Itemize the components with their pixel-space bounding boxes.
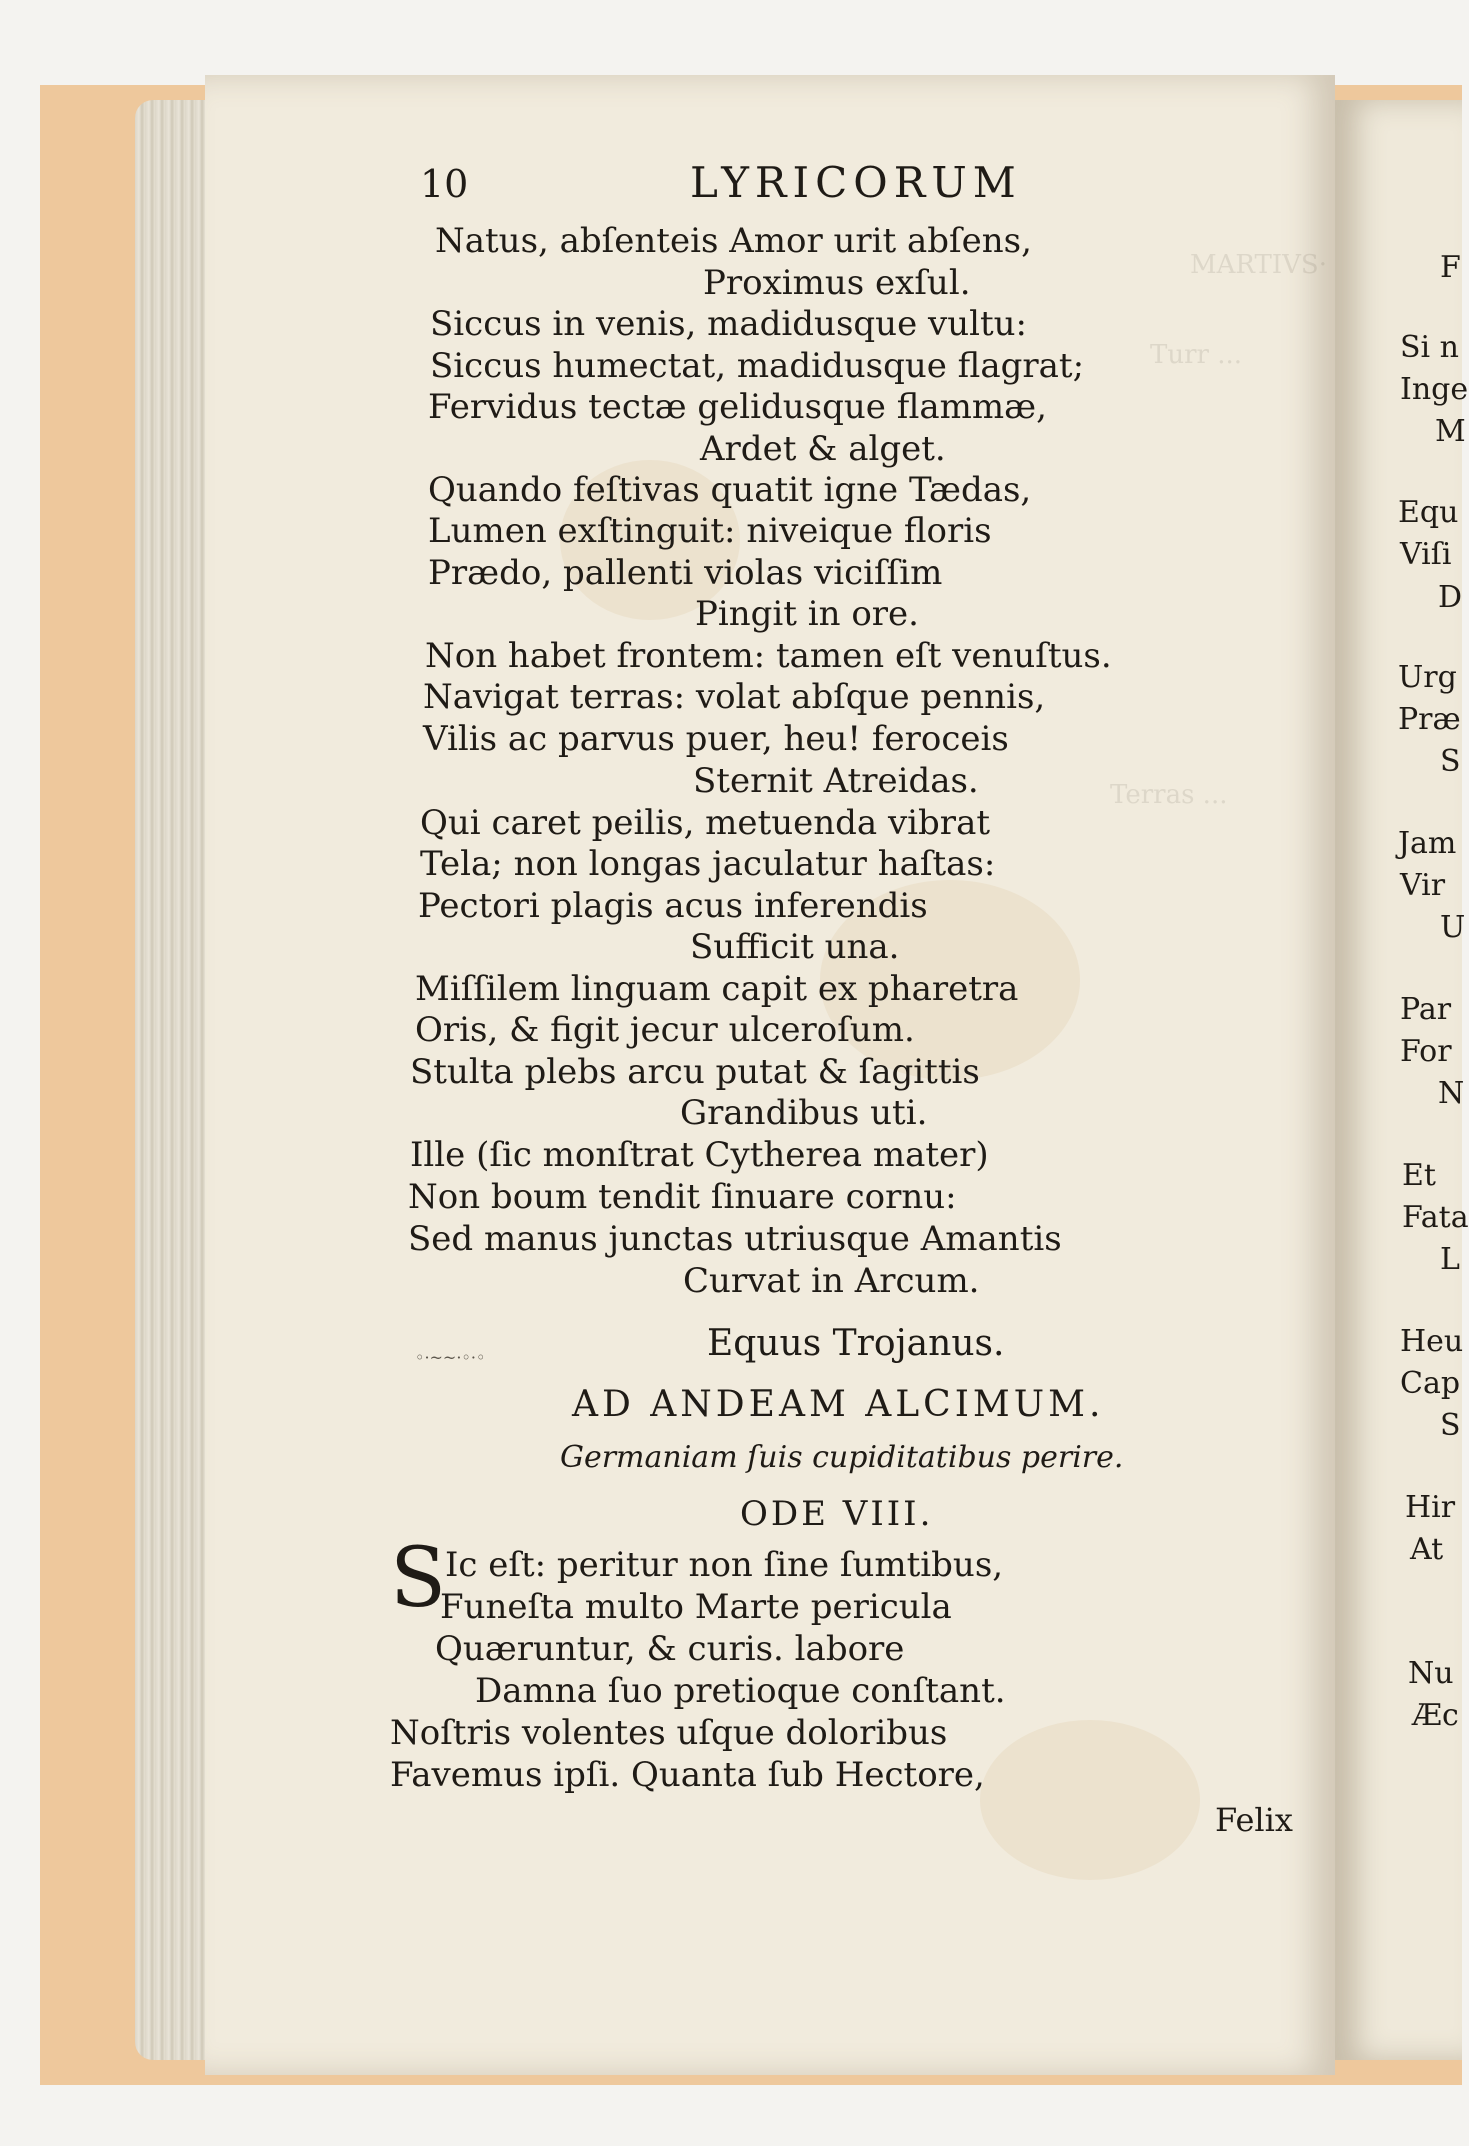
poem-line: Siccus in venis, madidusque vultu: [430,304,1027,344]
fragment: S [1440,1408,1461,1443]
fragment: F [1440,250,1461,285]
fragment: M [1435,414,1466,449]
fragment: Urg [1398,660,1457,695]
poem-line: Vilis ac parvus puer, heu! feroceis [423,719,1009,759]
signature: Equus Trojanus. [707,1323,1005,1364]
fragment: Fata [1402,1200,1469,1235]
ode-line: Quæruntur, & curis. labore [435,1629,905,1669]
ode-line: Damna ſuo pretioque conſtant. [475,1671,1006,1711]
fragment: Et [1402,1158,1436,1193]
fragment: Heu [1400,1324,1464,1359]
fragment: U [1440,910,1466,945]
poem-line: Qui caret peilis, metuenda vibrat [420,803,990,843]
running-title: LYRICORUM [690,158,1022,207]
fragment: Præ [1398,702,1461,737]
fragment: D [1438,580,1463,615]
ode-line: Noſtris volentes uſque doloribus [390,1713,948,1753]
fragment: Inge [1400,372,1469,407]
poem-line: Oris, & figit jecur ulceroſum. [415,1010,915,1050]
poem-line: Siccus humectat, madidusque flagrat; [430,346,1085,386]
poem-line: Prædo, pallenti violas viciſſim [428,553,943,593]
fragment: Si n [1400,330,1460,365]
fragment: Viſi [1400,537,1452,572]
poem-line: Navigat terras: volat abſque pennis, [423,677,1046,717]
poem-line: Ille (ſic monſtrat Cytherea mater) [410,1135,989,1175]
paper-stain [980,1720,1200,1880]
fragment: Nu [1408,1656,1454,1691]
poem-line: Grandibus uti. [680,1093,928,1133]
fragment: Par [1400,992,1452,1027]
printer-ornament: ◦·~~·◦·◦ [415,1348,486,1367]
poem-line: Quando feſtivas quatit igne Tædas, [428,470,1032,510]
poem-line: Sufficit una. [690,927,900,967]
catchword: Felix [1215,1801,1293,1839]
poem-line: Sed manus junctas utriusque Amantis [408,1219,1062,1259]
fragment: S [1440,744,1461,779]
fragment: Hir [1405,1490,1456,1525]
poem-line: Pingit in ore. [695,594,919,634]
ode-line: Ic eſt: peritur non ſine ſumtibus, [445,1545,1004,1585]
poem-line: Non habet frontem: tamen eſt venuſtus. [425,636,1112,676]
poem-line: Pectori plagis acus inferendis [418,886,928,926]
fragment: At [1410,1532,1444,1567]
ode-addressee: AD ANDEAM ALCIMUM. [572,1384,1105,1425]
fragment: Æc [1412,1698,1459,1733]
poem-line: Miſſilem linguam capit ex pharetra [415,969,1019,1009]
poem-line: Ardet & alget. [700,429,946,469]
bleed-through-text: Turr ... [1150,340,1243,370]
fragment: Cap [1400,1366,1461,1401]
poem-line: Lumen exſtinguit: niveique floris [428,511,992,551]
fragment: Equ [1398,495,1459,530]
poem-line: Proximus exſul. [703,263,971,303]
ode-number: ODE VIII. [740,1494,934,1534]
fragment: L [1440,1242,1460,1277]
bleed-through-text: MARTIVS· [1190,250,1327,280]
fragment: N [1438,1076,1465,1111]
poem-line: Non boum tendit ſinuare cornu: [408,1177,957,1217]
poem-line: Stulta plebs arcu putat & ſagittis [410,1052,980,1092]
poem-line: Tela; non longas jaculatur haſtas: [420,844,996,884]
poem-line: Curvat in Arcum. [683,1261,980,1301]
fragment: Vir [1400,868,1446,903]
bleed-through-text: Terras ... [1110,780,1228,810]
poem-line: Sternit Atreidas. [693,761,979,801]
poem-line: Natus, abſenteis Amor urit abſens, [435,221,1032,261]
fragment: Jam [1398,826,1457,861]
ode-line: Favemus ipſi. Quanta ſub Hectore, [390,1755,985,1795]
fragment: For [1400,1034,1452,1069]
page-number: 10 [420,162,469,206]
ode-subtitle: Germaniam ſuis cupiditatibus perire. [560,1440,1124,1475]
poem-line: Fervidus tectæ gelidusque flammæ, [428,387,1047,427]
drop-cap: S [390,1531,447,1626]
ode-line: Funeſta multo Marte pericula [440,1587,952,1627]
